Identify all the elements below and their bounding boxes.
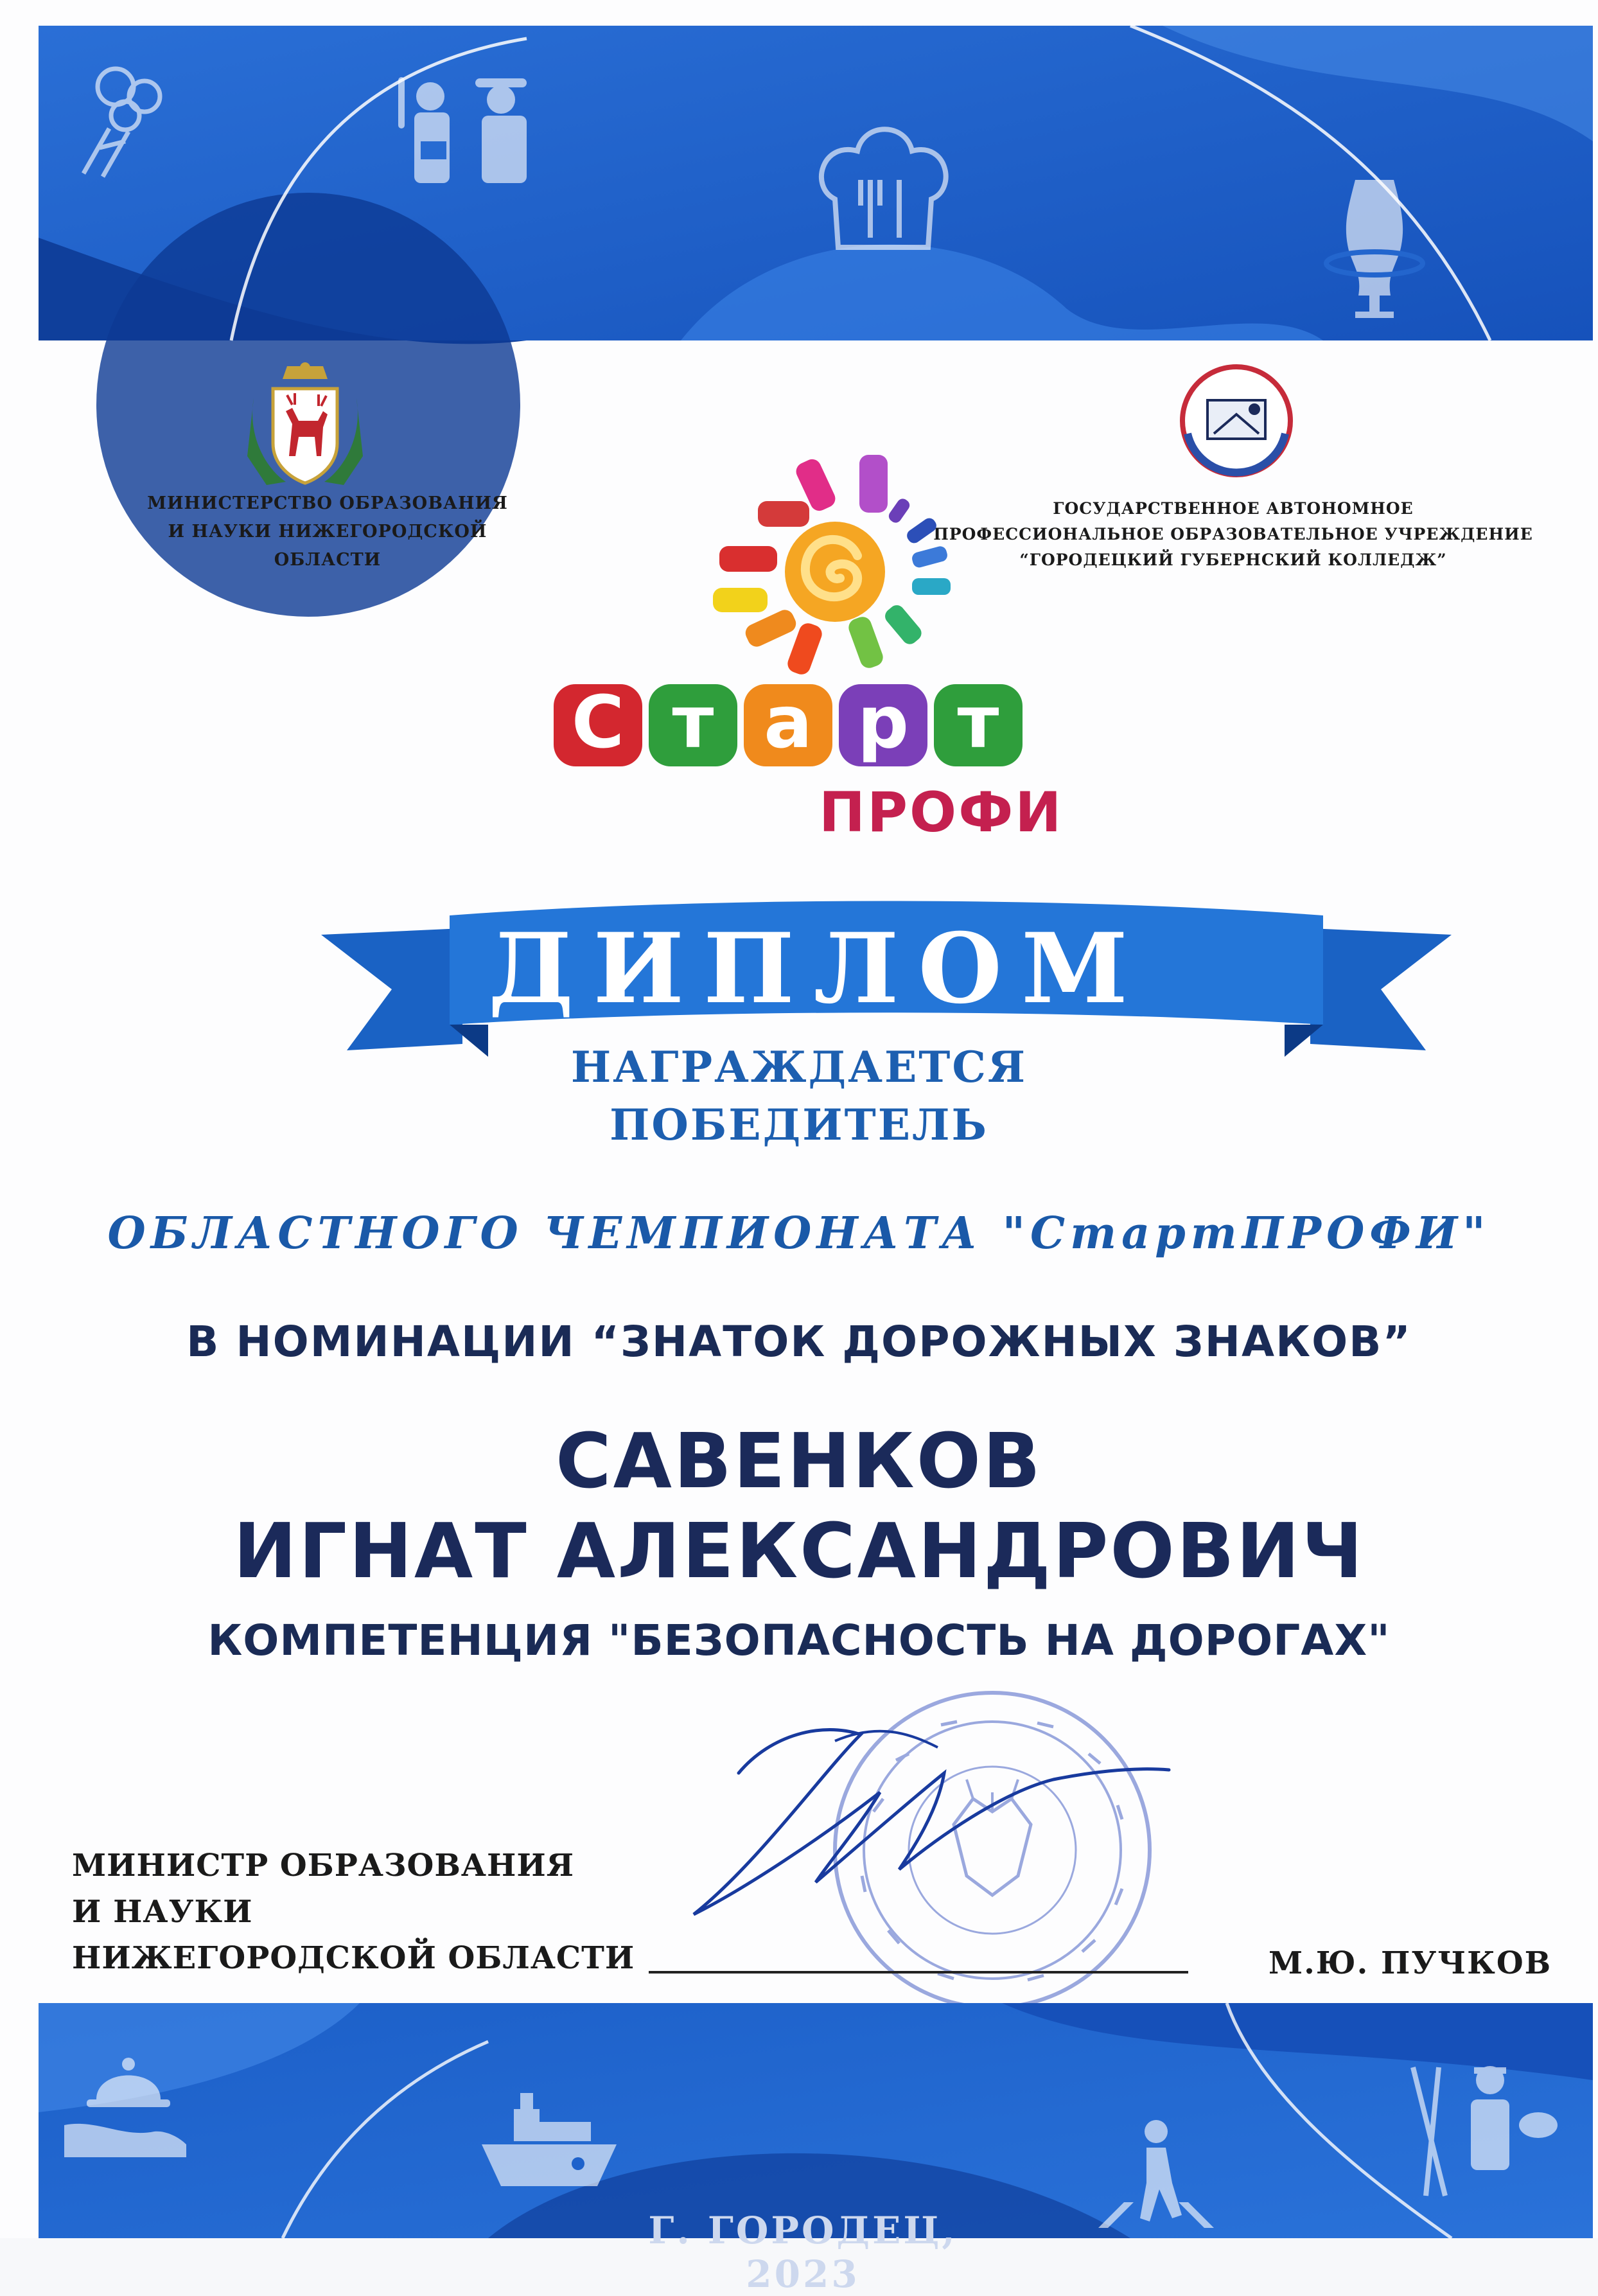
ministry-name — [135, 490, 520, 574]
competence-text: КОМПЕТЕНЦИЯ "БЕЗОПАСНОСТЬ НА ДОРОГАХ" — [207, 1616, 1391, 1665]
minister-title-line-2: И НАУКИ — [72, 1894, 253, 1930]
college-logo — [1179, 363, 1294, 479]
service-cloche-icon — [58, 2035, 199, 2166]
logo-letter-1: С — [554, 684, 642, 766]
coat-of-arms-emblem — [247, 360, 363, 488]
logo-letter-4: р — [839, 684, 927, 766]
college-line-2: ПРОФЕССИОНАЛЬНОЕ ОБРАЗОВАТЕЛЬНОЕ УЧРЕЖДЕНИЕ — [933, 525, 1533, 543]
college-line-1: ГОСУДАРСТВЕННОЕ АВТОНОМНОЕ — [1053, 499, 1414, 518]
top-decorative-band — [39, 26, 1593, 340]
mannequin-icon — [1323, 167, 1426, 324]
chef-hat-icon — [809, 109, 957, 266]
pedestrian-crossing-icon — [1092, 2112, 1220, 2243]
logo-word-start — [554, 681, 1029, 766]
logo-letter-5: т — [934, 684, 1023, 766]
svg-text:ГГК: ГГК — [1224, 455, 1249, 469]
painter-icon — [1400, 2054, 1567, 2205]
footer-city-year: Г. ГОРОДЕЦ, 2023 — [648, 2209, 958, 2296]
minister-title-line-1: МИНИСТР ОБРАЗОВАНИЯ — [72, 1848, 575, 1884]
ship-icon — [475, 2083, 623, 2214]
awarded-line-1: НАГРАЖДАЕТСЯ — [570, 1042, 1028, 1092]
diploma-title: ДИПЛОМ — [488, 912, 1148, 1025]
flower-bouquet-icon — [64, 51, 186, 182]
signature-line — [649, 1971, 1188, 1974]
ministry-line-2: И НАУКИ НИЖЕГОРОДСКОЙ ОБЛАСТИ — [168, 522, 487, 570]
handwritten-signature — [668, 1696, 1182, 1953]
minister-title-line-3: НИЖЕГОРОДСКОЙ ОБЛАСТИ — [72, 1940, 635, 1976]
nomination-text: В НОМИНАЦИИ “ЗНАТОК ДОРОЖНЫХ ЗНАКОВ” — [186, 1317, 1412, 1366]
recipient-given-names: ИГНАТ АЛЕКСАНДРОВИЧ — [233, 1506, 1365, 1595]
logo-word-profi: ПРОФИ — [819, 781, 1064, 845]
tour-guide-icon — [385, 71, 552, 195]
championship-text: ОБЛАСТНОГО ЧЕМПИОНАТА "СтартПРОФИ" — [107, 1208, 1491, 1259]
college-line-3: “ГОРОДЕЦКИЙ ГУБЕРНСКИЙ КОЛЛЕДЖ” — [1019, 551, 1447, 569]
bottom-decorative-band — [39, 2003, 1593, 2238]
recipient-surname: САВЕНКОВ — [556, 1417, 1042, 1505]
logo-letter-2: т — [649, 684, 737, 766]
signer-name: М.Ю. ПУЧКОВ — [1269, 1945, 1552, 1981]
minister-title — [72, 1842, 635, 1981]
logo-letter-3: а — [744, 684, 832, 766]
awarded-line-2: ПОБЕДИТЕЛЬ — [610, 1100, 988, 1150]
ministry-line-1: МИНИСТЕРСТВО ОБРАЗОВАНИЯ — [147, 493, 508, 513]
